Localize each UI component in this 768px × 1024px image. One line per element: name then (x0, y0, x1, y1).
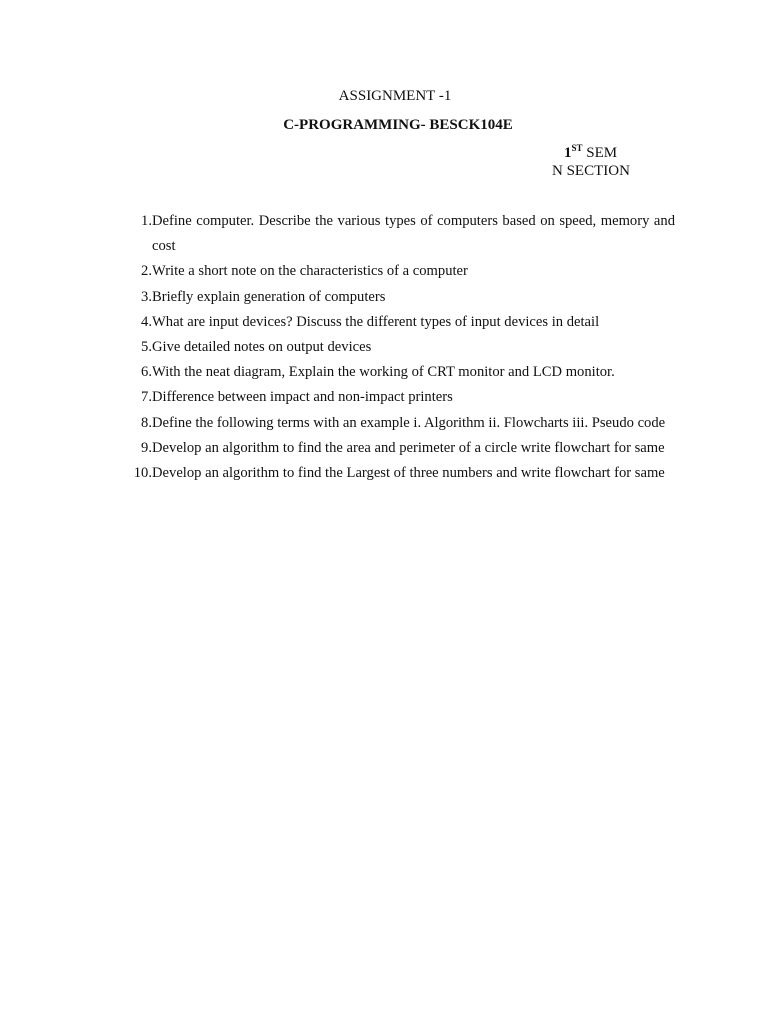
question-text: Give detailed notes on output devices (152, 339, 372, 356)
question-number: 3. (141, 288, 152, 305)
question-item-3 (124, 285, 675, 310)
question-list (124, 209, 675, 486)
question-text: Briefly explain generation of computers (152, 288, 386, 305)
question-number: 6. (141, 364, 152, 381)
question-number: 4. (141, 313, 152, 330)
question-item-2 (124, 259, 675, 284)
question-text: Define computer. Describe the various types of computers based on speed, memory and cost (152, 213, 675, 255)
question-number: 10. (133, 465, 152, 482)
question-text: Define the following terms with an example i. Algorithm ii. Flowcharts iii. Pseudo code (152, 414, 666, 431)
question-number: 8. (141, 414, 152, 431)
semester-suffix: ST (571, 143, 583, 153)
question-item-10 (124, 461, 675, 486)
question-text: Difference between impact and non-impact printers (152, 389, 453, 406)
question-item-1 (124, 209, 675, 259)
question-item-9 (124, 436, 675, 461)
semester-number: 1 (564, 145, 572, 161)
question-number: 2. (141, 263, 152, 280)
question-number: 1. (141, 213, 152, 229)
question-number: 9. (141, 439, 152, 456)
question-item-6 (124, 360, 675, 385)
question-text: Develop an algorithm to find the Largest of three numbers and write flowchart for same (152, 465, 665, 482)
semester-label (564, 143, 617, 163)
question-item-7 (124, 385, 675, 410)
question-number: 5. (141, 339, 152, 356)
question-number: 7. (141, 389, 152, 406)
course-title: C-PROGRAMMING- BESCK104E (283, 117, 513, 133)
assignment-title: ASSIGNMENT -1 (338, 88, 452, 104)
question-text: Write a short note on the characteristics of a computer (152, 263, 468, 280)
semester-word: SEM (582, 145, 618, 161)
question-text: What are input devices? Discuss the different types of input devices in detail (152, 313, 600, 330)
question-text: Develop an algorithm to find the area and perimeter of a circle write flowchart for same (152, 439, 665, 456)
question-item-5 (124, 335, 675, 360)
question-text: With the neat diagram, Explain the working of CRT monitor and LCD monitor. (152, 364, 615, 381)
question-item-4 (124, 310, 675, 335)
question-item-8 (124, 411, 675, 436)
section-label: N SECTION (552, 163, 630, 179)
